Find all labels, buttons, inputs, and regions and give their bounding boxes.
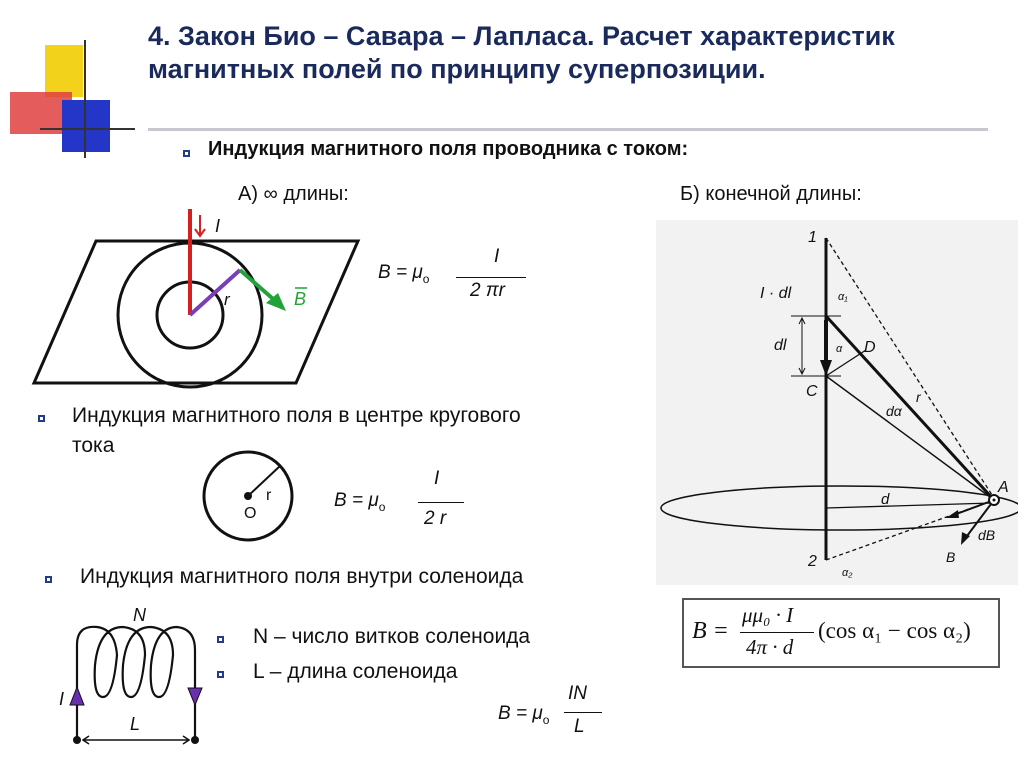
formula-numerator: IN <box>568 683 587 704</box>
bullet-icon <box>38 415 45 422</box>
length-label: L <box>130 714 141 734</box>
formula-sub: o <box>378 499 386 514</box>
r-vector-label: r <box>916 389 921 405</box>
bullet-icon <box>183 150 190 157</box>
formula-denominator: 4π · d <box>746 635 794 659</box>
center-label: O <box>244 505 257 522</box>
bullet-icon <box>217 671 224 678</box>
infinite-label: А) ∞ длины: <box>238 183 349 205</box>
finite-formula-box <box>682 598 1000 668</box>
title-divider <box>148 128 988 131</box>
formula-numerator: I <box>494 246 500 267</box>
wire-heading: Индукция магнитного поля проводника с током: <box>208 138 689 160</box>
dl-label: dl <box>774 337 787 354</box>
formula-numerator: I <box>434 468 440 489</box>
dalpha-label: dα <box>886 403 902 419</box>
formula-denominator: 2 πr <box>470 280 505 301</box>
formula-sub: o <box>422 271 430 286</box>
formula-numerator: μμ₀ · I <box>742 603 794 627</box>
idl-label: I · dl <box>760 285 792 302</box>
turns-label: N <box>133 605 146 625</box>
point-1-label: 1 <box>808 229 817 246</box>
circle-heading-2: тока <box>72 434 115 457</box>
alpha2-label: α₂ <box>842 567 853 579</box>
page-title: 4. Закон Био – Савара – Лапласа. Расчет характеристик магнитных полей по принципу суперпозиции. <box>148 21 895 84</box>
point-d-label: D <box>864 339 876 356</box>
formula-denominator: L <box>574 716 585 737</box>
formula-denominator: 2 r <box>424 508 447 529</box>
formula-lhs: B = μ <box>378 262 423 283</box>
radius-label: r <box>266 487 272 504</box>
point-a-label: A <box>998 479 1009 496</box>
b-vector-label: B <box>946 549 956 565</box>
bullet-icon <box>45 576 52 583</box>
turns-description <box>253 624 530 649</box>
corner-decoration <box>0 0 140 160</box>
turns-description-text: N – число витков соленоида <box>253 625 531 648</box>
current-label: I <box>215 216 221 236</box>
radius-label: r <box>224 290 230 309</box>
formula-lhs: B = <box>692 618 729 644</box>
solenoid-formula <box>498 683 628 753</box>
length-description-text: L – длина соленоида <box>253 660 458 683</box>
circle-formula <box>334 468 484 538</box>
formula-lhs: B = μ <box>498 703 543 724</box>
field-label: B <box>294 289 307 309</box>
solenoid-heading: Индукция магнитного поля внутри соленоида <box>80 565 524 588</box>
current-label: I <box>59 689 65 709</box>
length-description <box>253 659 457 684</box>
circular-current-diagram <box>200 448 300 548</box>
formula-lhs: B = μ <box>334 490 379 511</box>
formula-tail: (cos α₁ − cos α₂) <box>818 618 971 643</box>
infinite-wire-diagram <box>28 205 368 390</box>
point-c-label: C <box>806 383 818 400</box>
alpha1-label: α₁ <box>838 291 848 303</box>
finite-wire-diagram <box>656 220 1018 585</box>
db-label: dB <box>978 527 996 543</box>
alpha-label: α <box>836 343 843 355</box>
wire-formula <box>378 246 538 308</box>
circle-heading-1: Индукция магнитного поля в центре кругового <box>72 404 521 427</box>
finite-label: Б) конечной длины: <box>680 183 862 205</box>
solenoid-diagram <box>55 605 215 750</box>
point-2-label: 2 <box>808 553 817 570</box>
distance-label: d <box>881 491 890 508</box>
bullet-icon <box>217 636 224 643</box>
formula-sub: o <box>542 712 550 727</box>
